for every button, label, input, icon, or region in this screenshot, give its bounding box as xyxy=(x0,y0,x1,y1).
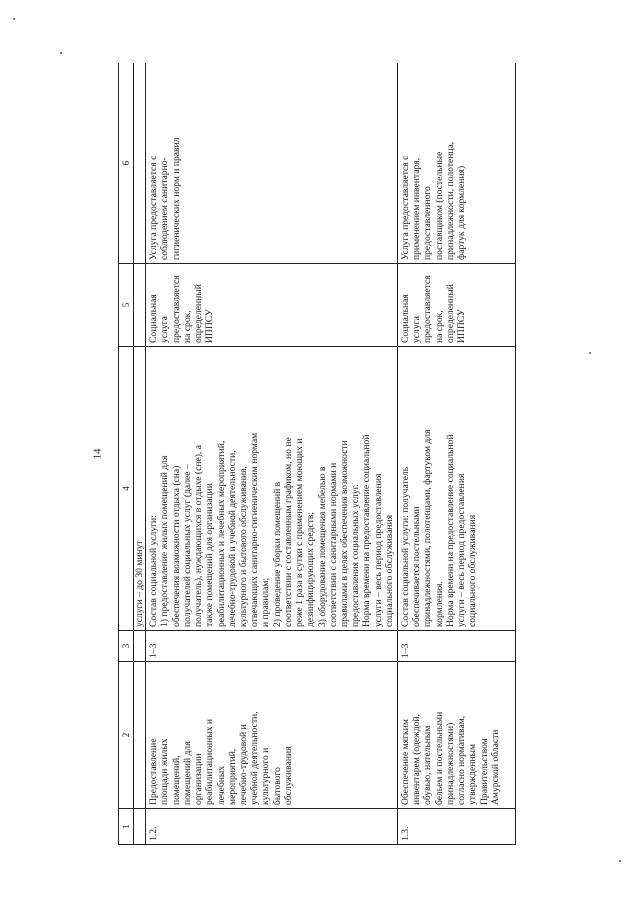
service-conditions: Услуга предоставляется с соблюдением санитарно- гигиенических норм и правил xyxy=(146,63,398,264)
table-row xyxy=(398,63,516,845)
row-number: 1.3. xyxy=(398,809,516,845)
service-name: Предоставление площади жилых помещений, помещений для организации реабилитационных и лечебных мероприятий, лечебно-трудовой и учебной деятельности, культурного и бытового обслуживания xyxy=(146,662,398,809)
table-row xyxy=(146,63,398,845)
service-name: Обеспечение мягким инвентарем (одеждой, обувью, нательным бельем и постельными принадлежностями) согласно нормативам, утвержденным Правительством Амурской области xyxy=(398,662,516,809)
scan-speck xyxy=(60,52,62,54)
header-col-1: 1 xyxy=(119,809,134,845)
services-table xyxy=(118,63,516,845)
header-col-6: 6 xyxy=(119,63,134,264)
header-col-4: 4 xyxy=(119,347,134,631)
service-content: Состав социальной услуги: получатель обеспечивается постельными принадлежностями, полотенцами, фартуком для кормления. Норма времени на предоставление социальной услуги – весь период предоставления социального обслуживания xyxy=(398,347,516,631)
page-number: 14 xyxy=(91,448,104,460)
continuation-text: услуги – до 30 минут xyxy=(134,347,146,631)
scan-speck xyxy=(589,352,591,354)
scan-speck xyxy=(13,18,15,20)
service-conditions: Услуга предоставляется с применением инвентаря, предоставленного поставщиком (постельные принадлежности, полотенца, фартук для кормления) xyxy=(398,63,516,264)
continuation-cell-3 xyxy=(134,631,146,662)
scan-speck xyxy=(619,860,621,862)
row-number: 1.2. xyxy=(146,809,398,845)
header-col-2: 2 xyxy=(119,662,134,809)
services-table-wrapper xyxy=(118,63,516,845)
continuation-cell-1 xyxy=(134,809,146,845)
header-col-3: 3 xyxy=(119,631,134,662)
service-content: Состав социальной услуги: 1) предоставление жилых помещений для обеспечения возможности отдыха (сна) получателей социальных услуг (далее – получатель), нуждающихся в отдыхе (сне), а также помещений для организации реабилитационных и лечебных мероприятий, лечебно-трудовой и учебной деятельности, культурного и бытового обслуживания, отвечающих санитарно-гигиеническим нормам и правилам; 2) проведение уборки помещений в соответствии с составленным графиком, но не реже 1 раза в сутки с применением моющих и дезинфицирующих средств; 3) оборудование помещения мебелью в соответствии с санитарными нормами и правилами в целях обеспечения возможности предоставления социальных услуг. Норма времени на предоставление социальной услуги – весь период предоставления социального обслуживания xyxy=(146,347,398,631)
continuation-cell-5 xyxy=(134,264,146,347)
continuation-row xyxy=(134,63,146,845)
continuation-cell-2 xyxy=(134,662,146,809)
service-term: Социальная услуга предоставляется на срок, определенный ИППСУ xyxy=(146,264,398,347)
header-row xyxy=(119,63,134,845)
group-code: 1–3 xyxy=(398,631,516,662)
header-col-5: 5 xyxy=(119,264,134,347)
service-term: Социальная услуга предоставляется на срок, определенный ИППСУ xyxy=(398,264,516,347)
continuation-cell-6 xyxy=(134,63,146,264)
group-code: 1–3 xyxy=(146,631,398,662)
